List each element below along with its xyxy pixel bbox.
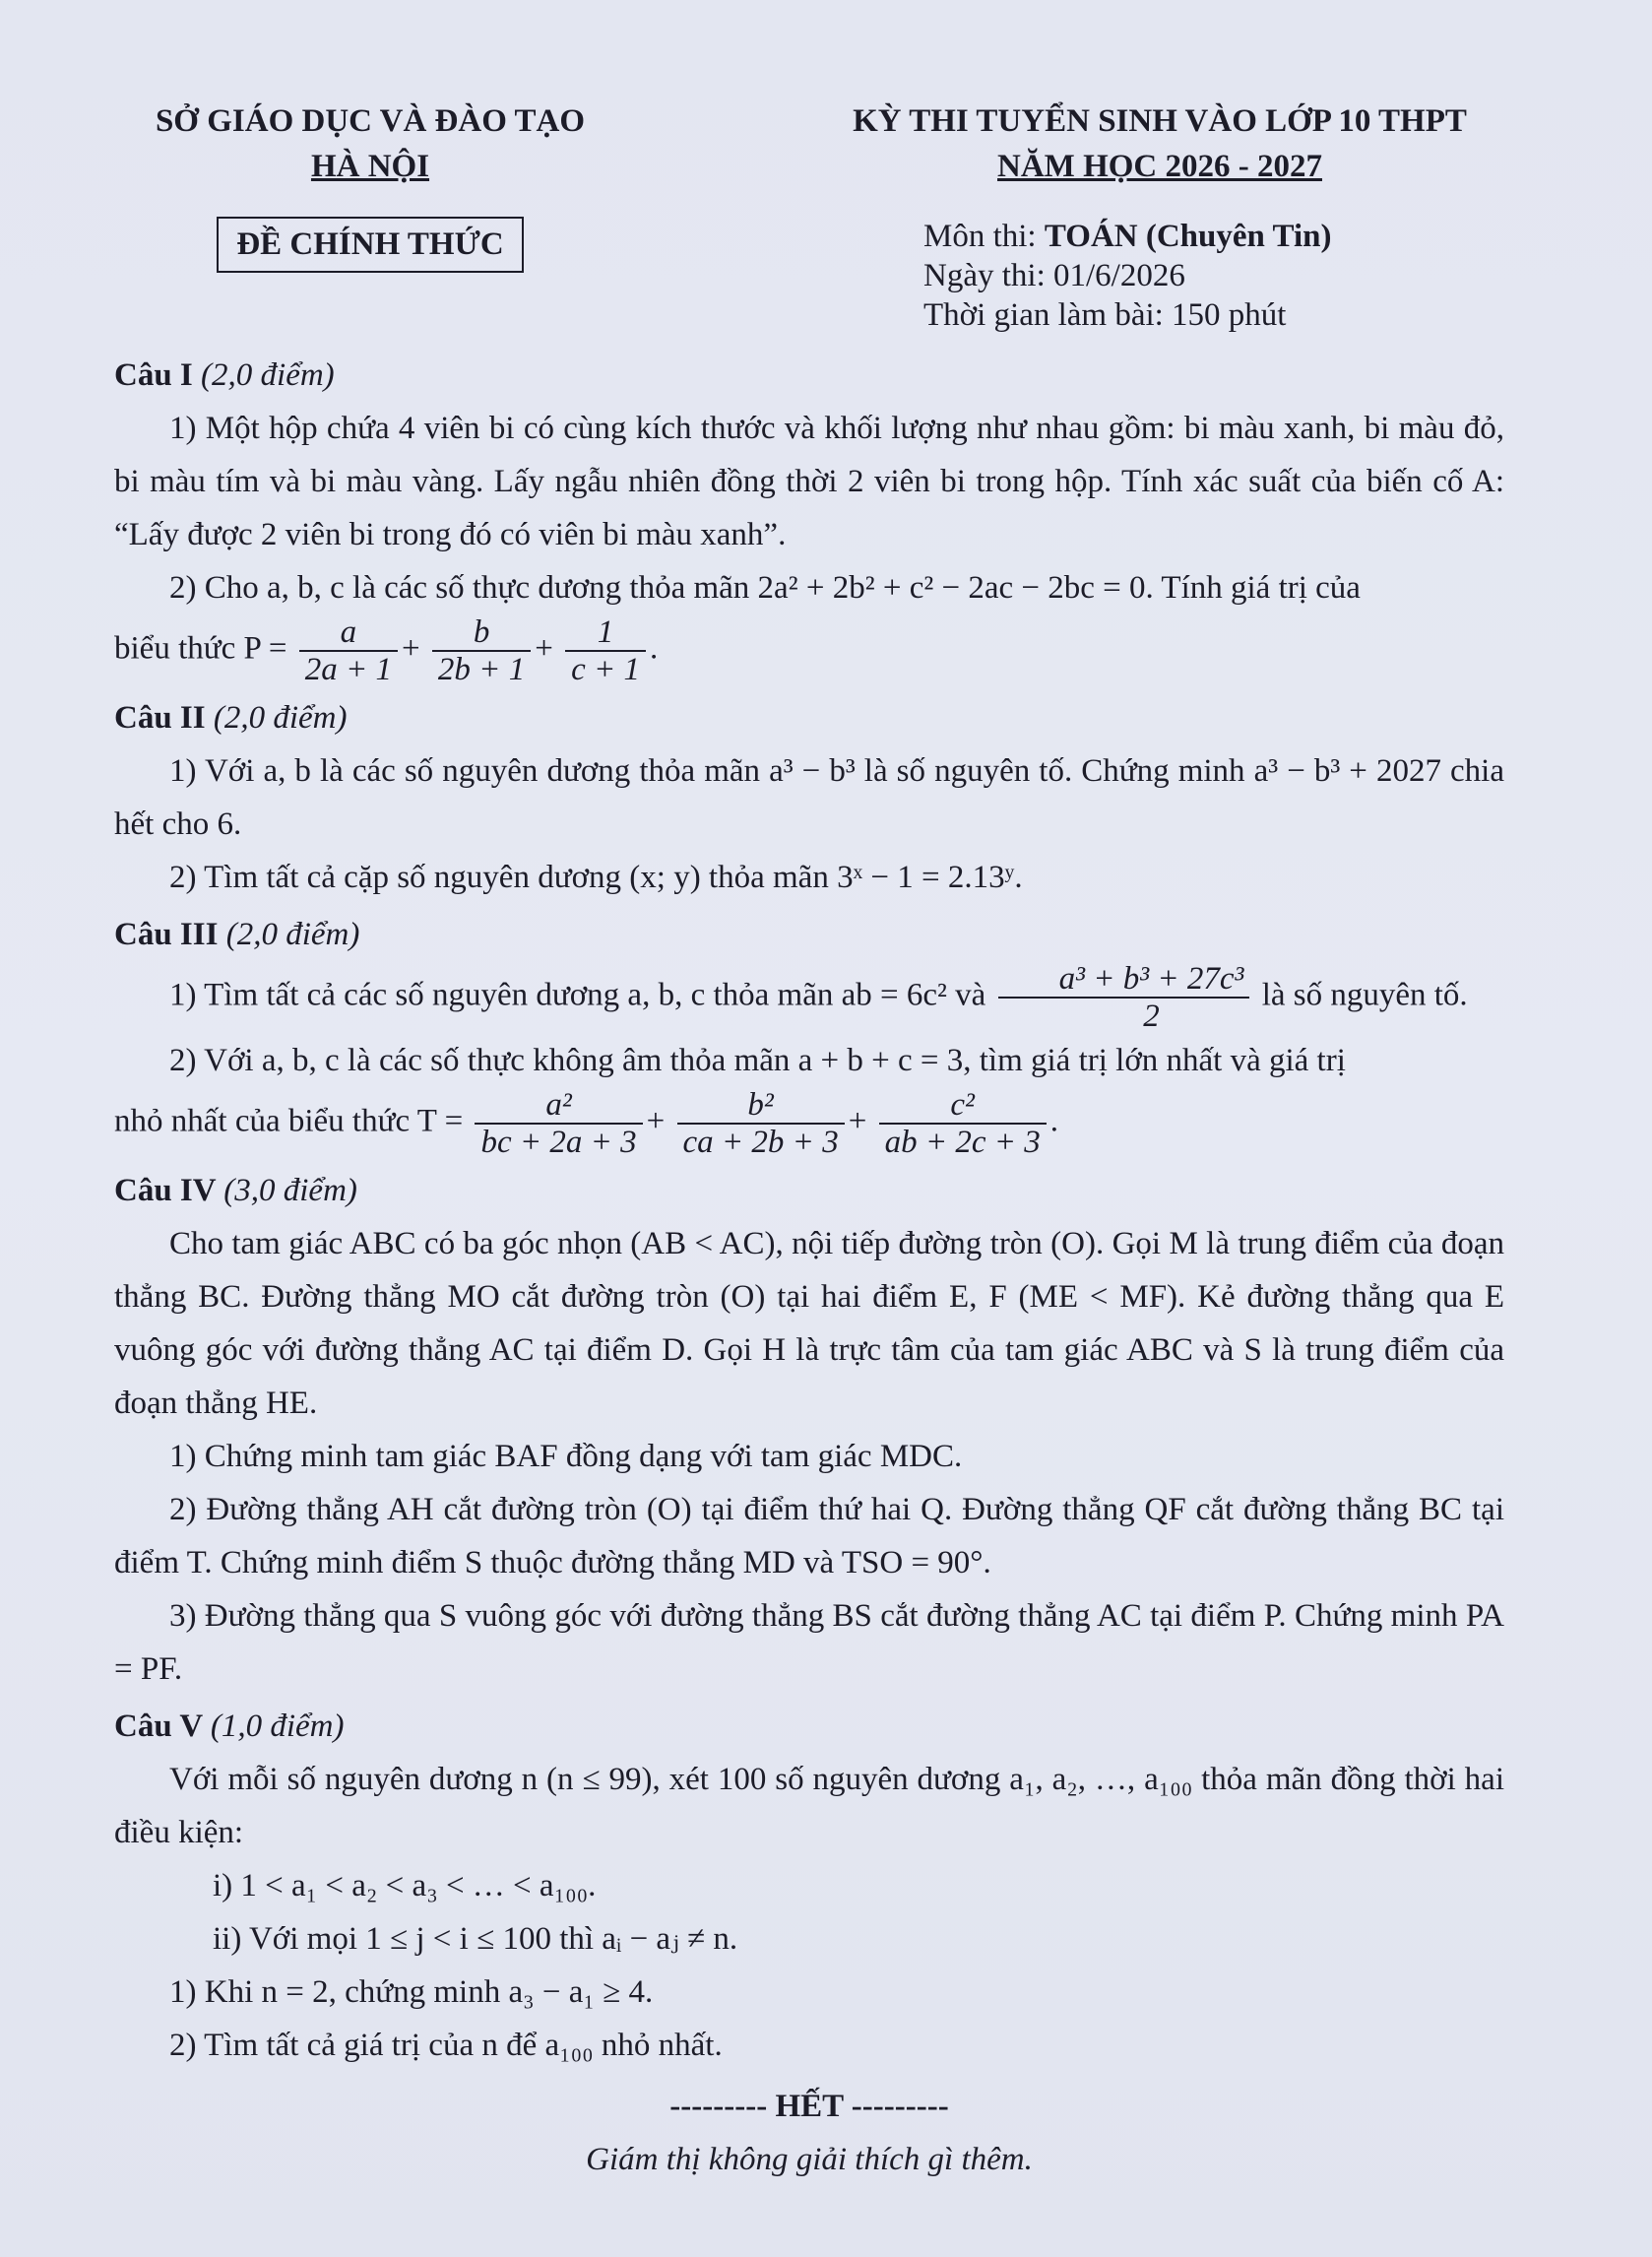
exam-title: KỲ THI TUYỂN SINH VÀO LỚP 10 THPT [853,103,1467,139]
question-3-title: Câu III (2,0 điểm) [114,917,360,952]
fraction: $\frac{a}{2a + 1}$ [299,614,398,687]
header-left [114,98,626,345]
fraction: $\frac{\text{b²}}{ca + 2b + 3}$ [677,1087,845,1160]
proctor-note: Giám thị không giải thích gì thêm. [586,2142,1033,2177]
fraction: $\frac{b}{2b + 1}$ [432,614,531,687]
question-3-part-2: 2) Với a, b, c là các số thực không âm thỏa mãn a + b + c = 3, tìm giá trị lớn nhất và giá trị [169,1043,1346,1078]
question-2-title: Câu II (2,0 điểm) [114,700,348,736]
question-3-part-1: 1) Tìm tất cả các số nguyên dương a, b, c thỏa mãn ab = 6c² và $\frac{\text{a³ + b³ + 27c³}}{2}$ là số nguyên tố. [169,961,1468,1034]
subject: TOÁN (Chuyên Tin) [1044,219,1332,254]
department-name: SỞ GIÁO DỤC VÀ ĐÀO TẠO [155,103,586,139]
official-badge: ĐỀ CHÍNH THỨC [217,217,523,273]
exam-content [114,349,1504,2186]
fraction: $\frac{\text{c²}}{ab + 2c + 3}$ [879,1087,1047,1160]
fraction: $\frac{1}{c + 1}$ [565,614,646,687]
subject-line: Môn thi: TOÁN (Chuyên Tin) [923,219,1332,254]
question-4-part-1: 1) Chứng minh tam giác BAF đồng dạng với tam giác MDC. [169,1439,963,1474]
question-5-condition-2: ii) Với mọi 1 ≤ j < i ≤ 100 thì aᵢ − aⱼ ≠ n. [213,1921,738,1957]
question-1-expression: biểu thức P = $\frac{a}{2a + 1}$ + $\frac{b}{2b + 1}$ + $\frac{1}{c + 1}$ . [114,614,659,687]
exam-date: Ngày thi: 01/6/2026 [923,258,1185,293]
question-1-title: Câu I (2,0 điểm) [114,357,335,393]
question-4-part-3: 3) Đường thẳng qua S vuông góc với đường thẳng BS cắt đường thẳng AC tại điểm P. Chứng minh PA = PF. [114,1598,1504,1687]
question-1-part-2: 2) Cho a, b, c là các số thực dương thỏa mãn 2a² + 2b² + c² − 2ac − 2bc = 0. Tính giá trị của [169,570,1361,606]
question-4-intro: Cho tam giác ABC có ba góc nhọn (AB < AC), nội tiếp đường tròn (O). Gọi M là trung điểm của đoạn thẳng BC. Đường thẳng MO cắt đường tròn (O) tại hai điểm E, F (ME < MF). Kẻ đường thẳng qua E vuông góc với đường thẳng AC tại điểm D. Gọi H là trực tâm của tam giác ABC và S là trung điểm của đoạn thẳng HE. [114,1226,1504,1421]
exam-duration: Thời gian làm bài: 150 phút [923,297,1287,333]
header-right [815,98,1504,345]
question-5-part-1: 1) Khi n = 2, chứng minh a₃ − a₁ ≥ 4. [169,1974,654,2010]
exam-info [923,217,1504,335]
fraction: $\frac{\text{a³ + b³ + 27c³}}{2}$ [998,961,1250,1034]
question-1-part-1: 1) Một hộp chứa 4 viên bi có cùng kích thước và khối lượng như nhau gồm: bi màu xanh, bi màu đỏ, bi màu tím và bi màu vàng. Lấy ngẫu nhiên đồng thời 2 viên bi trong hộp. Tính xác suất của biến cố A: “Lấy được 2 viên bi trong đó có viên bi màu xanh”. [114,411,1504,552]
question-5-intro: Với mỗi số nguyên dương n (n ≤ 99), xét 100 số nguyên dương a₁, a₂, …, a₁₀₀ thỏa mãn đồng thời hai điều kiện: [114,1762,1504,1850]
question-4-title: Câu IV (3,0 điểm) [114,1173,357,1208]
question-5-condition-1: i) 1 < a₁ < a₂ < a₃ < … < a₁₀₀. [213,1868,597,1903]
header [114,98,1504,345]
end-marker: --------- HẾT --------- [669,2089,949,2124]
department-city: HÀ NỘI [310,149,430,184]
question-5-part-2: 2) Tìm tất cả giá trị của n để a₁₀₀ nhỏ nhất. [169,2028,723,2063]
question-2-part-1: 1) Với a, b là các số nguyên dương thỏa mãn a³ − b³ là số nguyên tố. Chứng minh a³ − b³ + 2027 chia hết cho 6. [114,753,1504,842]
question-2-part-2: 2) Tìm tất cả cặp số nguyên dương (x; y) thỏa mãn 3ˣ − 1 = 2.13ʸ. [169,860,1023,895]
fraction: $\frac{\text{a²}}{bc + 2a + 3}$ [475,1087,642,1160]
question-5-title: Câu V (1,0 điểm) [114,1709,345,1744]
question-3-expression: nhỏ nhất của biểu thức T = $\frac{\text{a²}}{bc + 2a + 3}$ + $\frac{\text{b²}}{ca + 2b + 3}$ + $\frac{\text{c²}}{ab + 2c + 3}$ . [114,1087,1059,1160]
question-4-part-2: 2) Đường thẳng AH cắt đường tròn (O) tại điểm thứ hai Q. Đường thẳng QF cắt đường thẳng BC tại điểm T. Chứng minh điểm S thuộc đường thẳng MD và TSO = 90°. [114,1492,1504,1580]
school-year: NĂM HỌC 2026 - 2027 [997,149,1322,184]
